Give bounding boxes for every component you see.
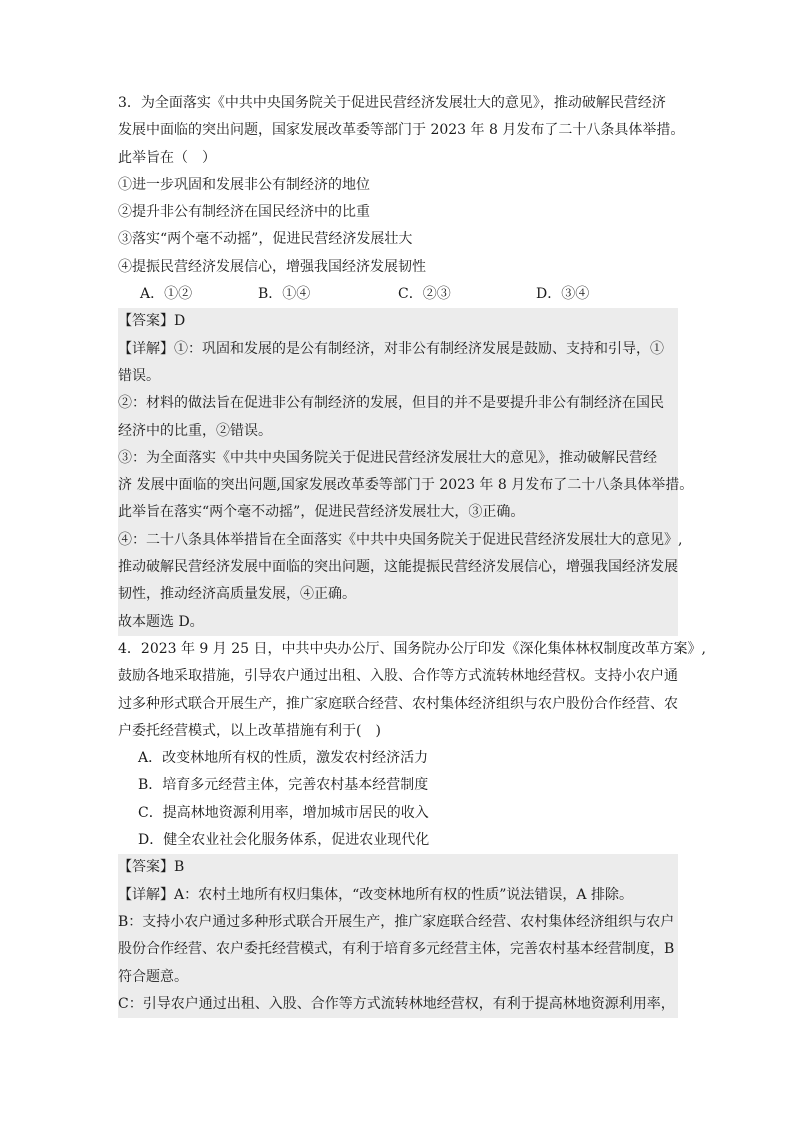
q3-item: ④提振民营经济发展信心，增强我国经济发展韧性 [118,258,426,275]
q4-option-c: C．提高林地资源利用率，增加城市居民的收入 [138,804,429,821]
q3-option-b: B．①④ [258,286,311,303]
q3-options [118,281,678,308]
q4-stem-line: 4．2023 年 9 月 25 日，中共中央办公厅、国务院办公厅印发《深化集体林权制度改革方案》, [118,640,706,657]
question-3 [118,90,694,636]
q4-analysis-line: 股份合作经营、农户委托经营模式，有利于培育多元经营主体，完善农村基本经营制度，B [118,941,675,958]
q3-analysis-line: 经济中的比重，②错误。 [118,422,272,439]
q4-analysis-line: C：引导农户通过出租、入股、合作等方式流转林地经营权，有利于提高林地资源利用率， [118,995,675,1012]
q4-answer: 【答案】B [118,859,185,876]
q4-stem-line: 过多种形式联合开展生产，推广家庭联合经营、农村集体经济组织与农户股份合作经营、农 [118,695,678,712]
q3-analysis-line: 济 发展中面临的突出问题,国家发展改革委等部门于 2023 年 8 月发布了二十八条具体举措。 [118,477,694,494]
question-4 [118,636,706,1018]
q4-analysis-line: 符合题意。 [118,968,188,985]
q3-analysis-line: 推动破解民营经济发展中面临的突出问题，这能提振民营经济发展信心，增强我国经济发展 [118,559,678,576]
q3-stem-line: 3．为全面落实《中共中央国务院关于促进民营经济发展壮大的意见》，推动破解民营经济 [118,95,666,111]
q3-stem-line: 此举旨在（ ） [118,149,216,166]
q3-item: ①进一步巩固和发展非公有制经济的地位 [118,176,370,193]
q3-analysis-line: 故本题选 D。 [118,613,204,630]
q3-analysis-line: ②：材料的做法旨在促进非公有制经济的发展，但目的并不是要提升非公有制经济在国民 [118,395,664,412]
q3-answer-block [118,308,694,636]
q4-stem-line: 鼓励各地采取措施，引导农户通过出租、入股、合作等方式流转林地经营权。支持小农户通 [118,668,678,685]
q3-item: ③落实“两个毫不动摇”，促进民营经济发展壮大 [118,231,413,248]
q3-analysis-line: 【详解】①：巩固和发展的是公有制经济，对非公有制经济发展是鼓励、支持和引导，① [118,340,664,357]
q3-analysis-line: 韧性，推动经济高质量发展，④正确。 [118,586,356,603]
q3-analysis-line: 此举旨在落实“两个毫不动摇”，促进民营经济发展壮大，③正确。 [118,504,525,521]
q3-analysis-line: 错误。 [118,367,160,384]
q4-option-a: A．改变林地所有权的性质，激发农村经济活力 [138,750,429,767]
q3-option-a: A．①② [140,286,193,303]
q4-answer-block [118,854,678,1018]
q3-item: ②提升非公有制经济在国民经济中的比重 [118,204,370,221]
q4-stem-line: 户委托经营模式，以上改革措施有利于( ) [118,722,381,739]
q4-option-b: B．培育多元经营主体，完善农村基本经营制度 [138,777,429,794]
q3-option-d: D．③④ [536,286,590,303]
q3-analysis-line: ④：二十八条具体举措旨在全面落实《中共中央国务院关于促进民营经济发展壮大的意见》, [118,531,683,548]
q3-option-c: C．②③ [398,286,451,303]
q4-analysis-line: 【详解】A：农村土地所有权归集体，“改变林地所有权的性质”说法错误，A 排除。 [118,886,633,903]
q3-answer: 【答案】D [118,313,186,330]
q3-analysis-line: ③：为全面落实《中共中央国务院关于促进民营经济发展壮大的意见》，推动破解民营经 [118,449,657,466]
q4-analysis-line: B：支持小农户通过多种形式联合开展生产，推广家庭联合经营、农村集体经济组织与农户 [118,913,675,930]
document-page [118,90,706,1018]
q3-stem-line: 发展中面临的突出问题，国家发展改革委等部门于 2023 年 8 月发布了二十八条具体举措。 [118,122,685,139]
q4-option-d: D．健全农业社会化服务体系，促进农业现代化 [138,832,430,849]
